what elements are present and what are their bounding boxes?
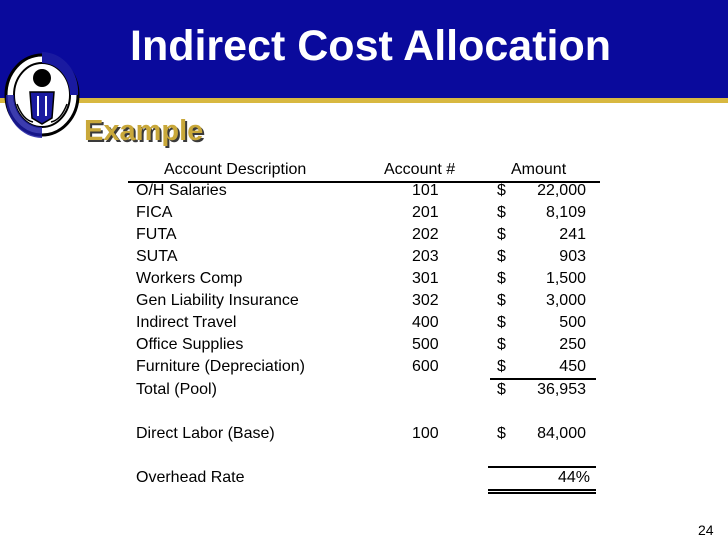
row-description: FICA (136, 204, 173, 221)
column-header-account: Account # (384, 161, 456, 178)
row-description: Gen Liability Insurance (136, 292, 299, 309)
row-account: 301 (412, 270, 439, 287)
row-dollar-sign: $ (497, 292, 506, 309)
row-description: Indirect Travel (136, 314, 237, 331)
slide-title: Indirect Cost Allocation (130, 22, 611, 70)
row-amount: 500 (559, 314, 586, 331)
row-description: Workers Comp (136, 270, 243, 287)
row-amount: 250 (559, 336, 586, 353)
row-dollar-sign: $ (497, 336, 506, 353)
column-header-description: Account Description (164, 161, 307, 178)
row-account: 302 (412, 292, 439, 309)
double-rule-top (488, 489, 596, 491)
row-amount: 450 (559, 358, 586, 375)
row-dollar-sign: $ (497, 204, 506, 221)
row-account: 600 (412, 358, 439, 375)
row-amount: 903 (559, 248, 586, 265)
double-rule-bottom (488, 492, 596, 494)
rate-description: Overhead Rate (136, 469, 245, 486)
department-seal-icon (3, 48, 81, 138)
rate-amount: 44% (557, 469, 590, 486)
row-dollar-sign: $ (497, 314, 506, 331)
row-dollar-sign: $ (497, 270, 506, 287)
row-description: Furniture (Depreciation) (136, 358, 305, 375)
base-description: Direct Labor (Base) (136, 425, 275, 442)
row-amount: 3,000 (545, 292, 586, 309)
row-account: 202 (412, 226, 439, 243)
row-description: SUTA (136, 248, 178, 265)
total-dollar-sign: $ (497, 381, 506, 398)
total-amount: 36,953 (537, 381, 586, 398)
base-dollar-sign: $ (497, 425, 506, 442)
row-description: O/H Salaries (136, 182, 227, 199)
title-underline (0, 98, 728, 103)
base-account: 100 (412, 425, 439, 442)
total-description: Total (Pool) (136, 381, 217, 398)
base-amount: 84,000 (537, 425, 586, 442)
row-description: FUTA (136, 226, 177, 243)
row-dollar-sign: $ (497, 226, 506, 243)
row-dollar-sign: $ (497, 248, 506, 265)
row-account: 201 (412, 204, 439, 221)
page-number: 24 (698, 522, 714, 538)
slide-subtitle: Example (84, 115, 204, 147)
row-account: 101 (412, 182, 439, 199)
column-header-amount: Amount (511, 161, 567, 178)
row-account: 500 (412, 336, 439, 353)
row-description: Office Supplies (136, 336, 244, 353)
row-account: 400 (412, 314, 439, 331)
row-dollar-sign: $ (497, 358, 506, 375)
row-dollar-sign: $ (497, 182, 506, 199)
row-amount: 1,500 (545, 270, 586, 287)
row-amount: 8,109 (545, 204, 586, 221)
row-amount: 22,000 (537, 182, 586, 199)
row-account: 203 (412, 248, 439, 265)
row-amount: 241 (559, 226, 586, 243)
